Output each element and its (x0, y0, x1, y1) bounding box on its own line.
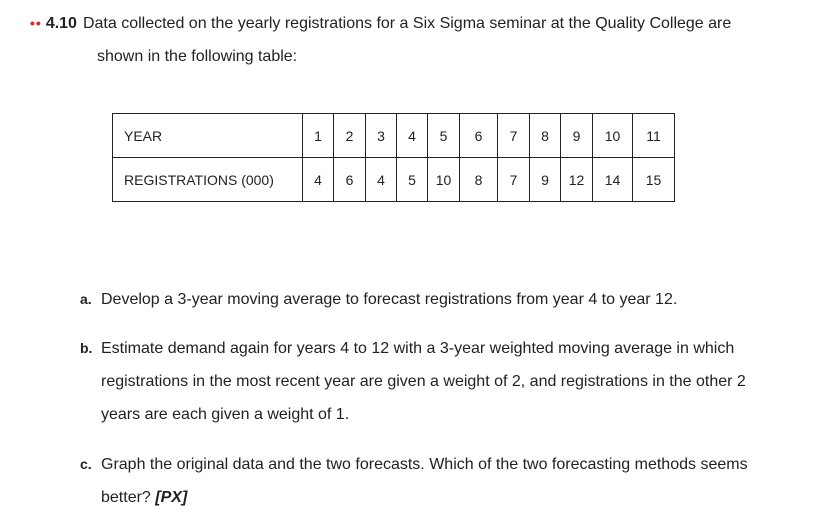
registrations-table (112, 113, 675, 202)
part-a (80, 283, 678, 316)
part-c-line1: Graph the original data and the two forecasts. Which of the two forecasting methods seems (101, 456, 748, 473)
registrations-row (113, 158, 675, 202)
registrations-cell: 8 (460, 158, 498, 202)
year-cell: 10 (593, 114, 633, 158)
year-cell: 1 (303, 114, 334, 158)
part-b-line2: registrations in the most recent year are given a weight of 2, and registrations in the other 2 (101, 373, 746, 390)
problem-intro-line2: shown in the following table: (97, 48, 298, 65)
year-cell: 2 (334, 114, 366, 158)
part-b-letter: b. (80, 340, 93, 356)
registrations-cell: 15 (633, 158, 675, 202)
part-b (80, 332, 746, 431)
part-b-line1: Estimate demand again for years 4 to 12 with a 3-year weighted moving average in which (101, 340, 735, 357)
px-tag: [PX] (155, 489, 188, 506)
year-cell: 8 (530, 114, 561, 158)
registrations-cell: 7 (498, 158, 530, 202)
registrations-cell: 14 (593, 158, 633, 202)
problem-number: 4.10 (45, 15, 77, 32)
part-c (80, 448, 748, 514)
registrations-row-label: REGISTRATIONS (000) (113, 158, 303, 202)
registrations-cell: 4 (303, 158, 334, 202)
year-cell: 7 (498, 114, 530, 158)
year-row (113, 114, 675, 158)
problem-intro-line1: Data collected on the yearly registrations for a Six Sigma seminar at the Quality College are (82, 15, 732, 32)
registrations-cell: 12 (561, 158, 593, 202)
problem-header (30, 12, 731, 35)
registrations-cell: 5 (397, 158, 428, 202)
part-a-line1: Develop a 3-year moving average to forecast registrations from year 4 to year 12. (101, 291, 678, 308)
year-cell: 11 (633, 114, 675, 158)
part-c-line2: better? (101, 489, 151, 506)
year-cell: 9 (561, 114, 593, 158)
registrations-cell: 10 (428, 158, 460, 202)
registrations-cell: 6 (334, 158, 366, 202)
part-a-letter: a. (80, 291, 92, 307)
difficulty-dots: •• (30, 15, 42, 31)
year-cell: 6 (460, 114, 498, 158)
registrations-cell: 9 (530, 158, 561, 202)
part-c-letter: c. (80, 456, 92, 472)
year-cell: 5 (428, 114, 460, 158)
registrations-cell: 4 (366, 158, 397, 202)
part-c-line2-wrap (101, 481, 748, 514)
year-cell: 3 (366, 114, 397, 158)
year-row-label: YEAR (113, 114, 303, 158)
part-b-line3: years are each given a weight of 1. (101, 406, 350, 423)
year-cell: 4 (397, 114, 428, 158)
